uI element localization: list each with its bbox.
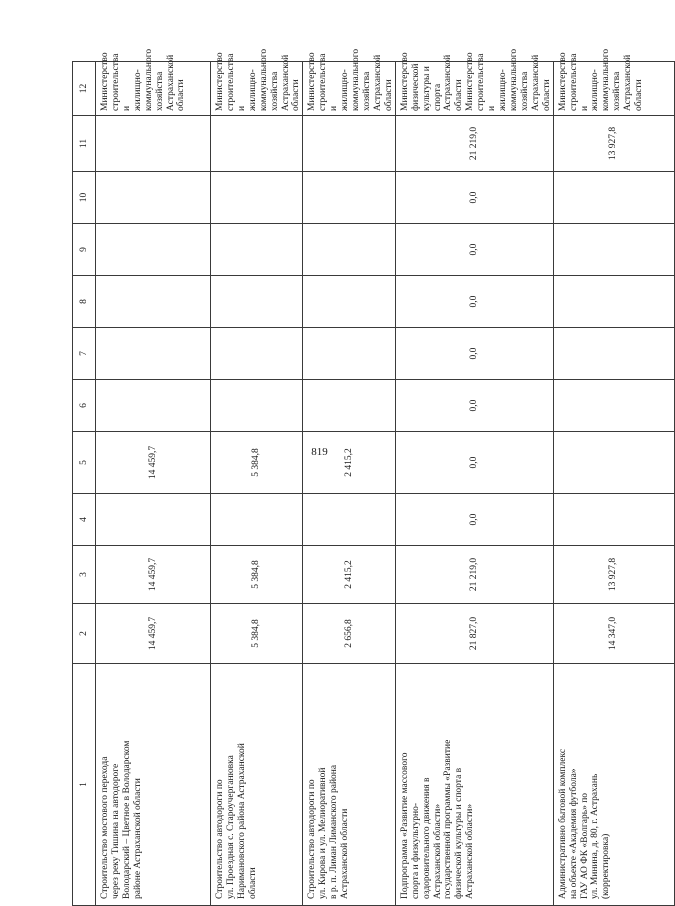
page-number: 819: [311, 446, 328, 458]
row-name-cell: Строительство автодороги по ул. Проездная с. Староучерганювка Наримановского района Астраханской области: [211, 664, 303, 906]
row-name-cell: Административно бытовой комплекс на объекте «Академия футбола» ГАУ АО ФК «Волгарь» по ул. Минина, д. 80, г. Астрахань (корректировка): [553, 664, 674, 906]
rotated-table-frame: [72, 48, 645, 906]
value-cell: [553, 224, 674, 276]
header-cell-2: 2: [73, 604, 96, 664]
value-cell: [211, 494, 303, 546]
value-cell: [211, 116, 303, 172]
value-cell: 13 927,8: [553, 116, 674, 172]
value-cell: [553, 276, 674, 328]
value-cell: [211, 224, 303, 276]
table-row: [96, 62, 211, 906]
value-cell: [303, 116, 395, 172]
value-cell: 0,0: [395, 380, 553, 432]
value-cell: 0,0: [395, 328, 553, 380]
value-cell: [303, 224, 395, 276]
header-cell-3: 3: [73, 546, 96, 604]
budget-table: [72, 48, 675, 906]
value-cell: 14 459,7: [96, 432, 211, 494]
value-cell: [96, 328, 211, 380]
value-cell: 21 219,0: [395, 116, 553, 172]
row-name-cell: Строительство автодороги по ул. Кирова и ул. Мелиоративной в р. п. Лиман Лиманского района Астраханской области: [303, 664, 395, 906]
header-cell-11: 11: [73, 116, 96, 172]
value-cell: [211, 276, 303, 328]
value-cell: 14 459,7: [96, 604, 211, 664]
value-cell: 0,0: [395, 494, 553, 546]
value-cell: [96, 224, 211, 276]
row-name-cell: Подпрограмма «Развитие массового спорта и физкультурно- оздоровительного движения в Астраханской области» государственной программы «Развитие физической культуры и спорта в Астраханской области»: [395, 664, 553, 906]
value-cell: [303, 380, 395, 432]
value-cell: 5 384,8: [211, 546, 303, 604]
value-cell: [553, 380, 674, 432]
value-cell: [553, 328, 674, 380]
header-cell-4: 4: [73, 494, 96, 546]
header-cell-12: 12: [73, 62, 96, 116]
table-row: [553, 62, 674, 906]
header-cell-7: 7: [73, 328, 96, 380]
header-cell-6: 6: [73, 380, 96, 432]
header-cell-8: 8: [73, 276, 96, 328]
value-cell: 14 459,7: [96, 546, 211, 604]
value-cell: 2 415,2: [303, 546, 395, 604]
ministry-cell: Министерство физической культуры и спорта Астраханской области Министерство строительства и жилищно- коммунального хозяйства Астраханской области: [395, 62, 553, 116]
rotated-table-content: [72, 48, 645, 906]
value-cell: [553, 494, 674, 546]
value-cell: [553, 172, 674, 224]
value-cell: [303, 172, 395, 224]
value-cell: 0,0: [395, 276, 553, 328]
header-cell-1: 1: [73, 664, 96, 906]
value-cell: 13 927,8: [553, 546, 674, 604]
ministry-cell: Министерство строительства и жилищно- коммунального хозяйства Астраханской области: [96, 62, 211, 116]
value-cell: 0,0: [395, 172, 553, 224]
value-cell: [96, 172, 211, 224]
value-cell: [303, 276, 395, 328]
value-cell: 0,0: [395, 224, 553, 276]
table-row: [395, 62, 553, 906]
value-cell: 2 415,2: [303, 432, 395, 494]
value-cell: [96, 276, 211, 328]
value-cell: 21 827,0: [395, 604, 553, 664]
header-cell-5: 5: [73, 432, 96, 494]
table-row: [211, 62, 303, 906]
header-row: [73, 62, 96, 906]
value-cell: [553, 432, 674, 494]
row-name-cell: Строительство мостового перехода через реку Тишина на автодороге Володарский – Цветное в Володарском районе Астраханской области: [96, 664, 211, 906]
ministry-cell: Министерство строительства и жилищно- коммунального хозяйства Астраханской области: [553, 62, 674, 116]
value-cell: [303, 328, 395, 380]
value-cell: [96, 494, 211, 546]
value-cell: [211, 172, 303, 224]
value-cell: 5 384,8: [211, 432, 303, 494]
value-cell: [211, 328, 303, 380]
table-row: [303, 62, 395, 906]
value-cell: 21 219,0: [395, 546, 553, 604]
value-cell: 0,0: [395, 432, 553, 494]
header-cell-9: 9: [73, 224, 96, 276]
ministry-cell: Министерство строительства и жилищно- коммунального хозяйства Астраханской области: [211, 62, 303, 116]
value-cell: [303, 494, 395, 546]
header-cell-10: 10: [73, 172, 96, 224]
value-cell: [211, 380, 303, 432]
value-cell: 2 656,8: [303, 604, 395, 664]
ministry-cell: Министерство строительства и жилищно- коммунального хозяйства Астраханской области: [303, 62, 395, 116]
value-cell: 5 384,8: [211, 604, 303, 664]
value-cell: 14 347,0: [553, 604, 674, 664]
value-cell: [96, 380, 211, 432]
value-cell: [96, 116, 211, 172]
